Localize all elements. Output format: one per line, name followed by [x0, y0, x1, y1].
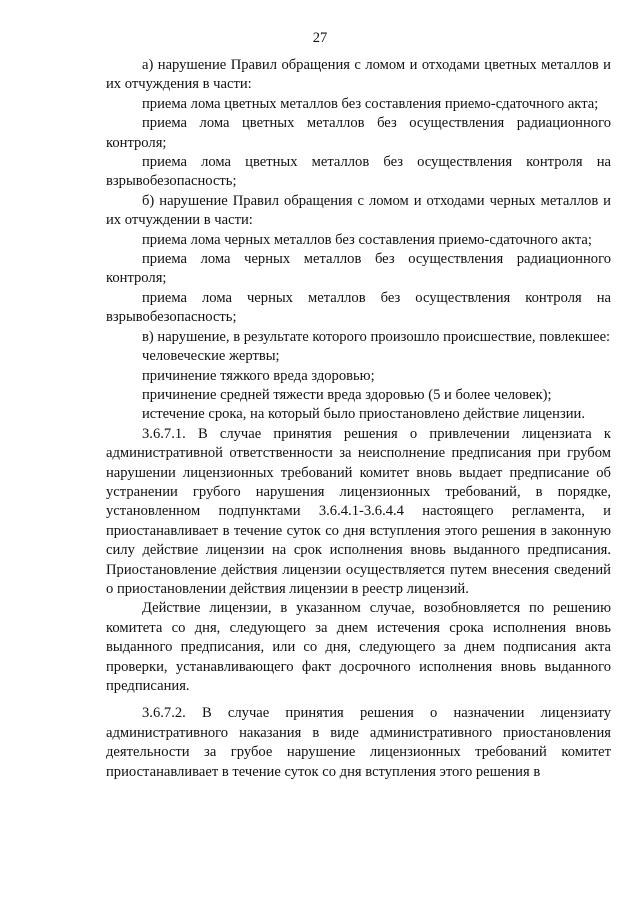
- clause-3-6-7-1-continuation: Действие лицензии, в указанном случае, возобновляется по решению комитета со дня, следующего за днем истечения срока исполнения вновь выданного предписания, или со дня, следующего за днем подписания акта проверки, устанавливающего факт досрочного исполнения вновь выданного предписания.: [106, 600, 611, 694]
- paragraph-b: б) нарушение Правил обращения с ломом и отходами черных металлов и их отчуждении в части:: [106, 192, 611, 229]
- clause-3-6-7-2: 3.6.7.2. В случае принятия решения о назначении лицензиату административного наказания в виде административного приостановления деятельности за грубое нарушение лицензионных требований комитет приостанавливает в течение суток со дня вступления этого решения в: [106, 705, 611, 780]
- paragraph-c-item-2: причинение тяжкого вреда здоровью;: [142, 367, 375, 384]
- clause-3-6-7-1: 3.6.7.1. В случае принятия решения о привлечении лицензиата к административной ответственности за неисполнение предписания при грубом нарушении лицензионных требований комитет вновь выдает предписание об устранении грубого нарушения лицензионных требований, в порядке, установленном подпунктами 3.6.4.1-3.6.4.4 настоящего регламента, и приостанавливает в течение суток со дня вступления этого решения в законную силу действие лицензии на срок исполнения вновь выданного предписания. Приостановление действия лицензии осуществляется путем внесения сведений о приостановлении действия лицензии в реестр лицензий.: [106, 425, 611, 597]
- paragraph-c-item-3: причинение средней тяжести вреда здоровью (5 и более человек);: [142, 386, 552, 403]
- paragraph-c: в) нарушение, в результате которого произошло происшествие, повлекшее:: [142, 328, 611, 345]
- paragraph-a: а) нарушение Правил обращения с ломом и отходами цветных металлов и их отчуждения в части:: [106, 57, 611, 93]
- paragraph-a-item-3: приема лома цветных металлов без осуществления контроля на взрывобезопасность;: [106, 154, 611, 190]
- paragraph-b-item-2: приема лома черных металлов без осуществления радиационного контроля;: [106, 251, 611, 287]
- paragraph-a-item-2: приема лома цветных металлов без осуществления радиационного контроля;: [106, 115, 611, 151]
- page-number: 27: [312, 30, 328, 46]
- paragraph-a-item-1: приема лома цветных металлов без составления приемо-сдаточного акта;: [142, 95, 599, 112]
- document-body: [106, 56, 611, 782]
- paragraph-b-item-3: приема лома черных металлов без осуществления контроля на взрывобезопасность;: [106, 289, 611, 326]
- paragraph-b-item-1: приема лома черных металлов без составления приемо-сдаточного акта;: [142, 231, 592, 248]
- paragraph-c-item-4: истечение срока, на который было приостановлено действие лицензии.: [142, 406, 585, 423]
- paragraph-c-item-1: человеческие жертвы;: [142, 348, 280, 365]
